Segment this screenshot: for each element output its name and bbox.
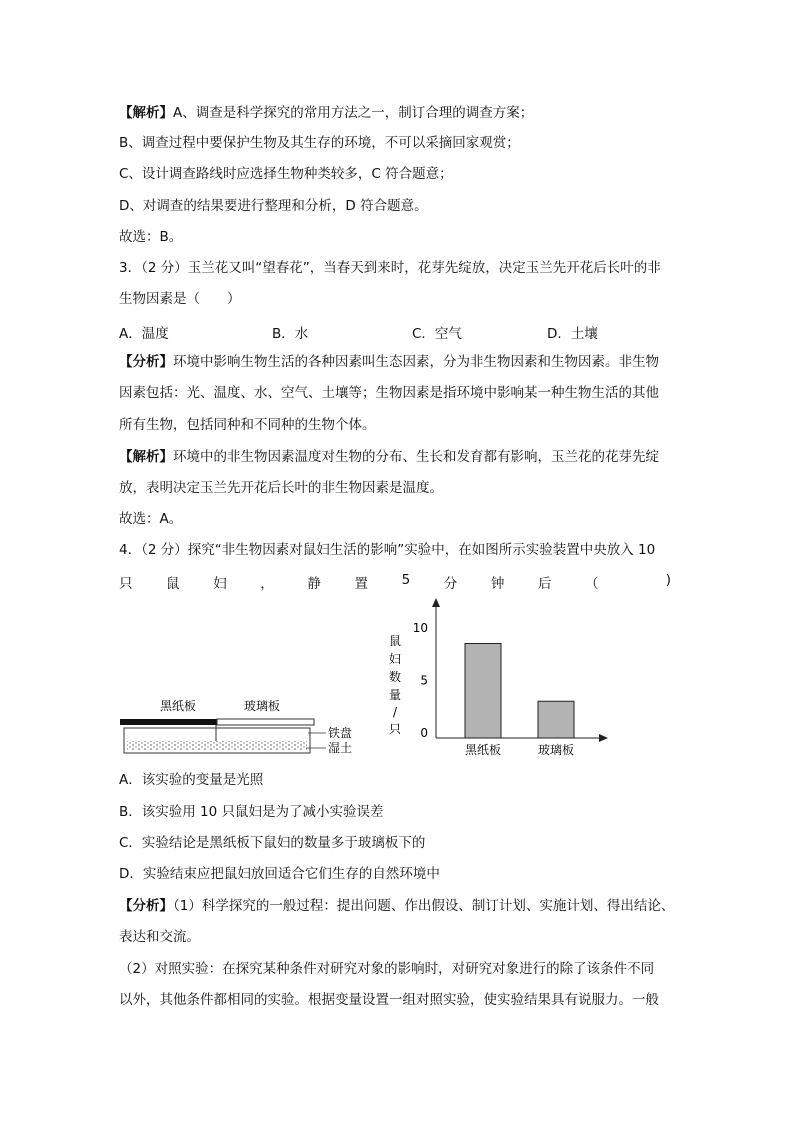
q4-char: 置: [354, 576, 368, 592]
q4-analysis-line-4: 以外，其他条件都相同的实验。根据变量设置一组对照实验，使实验结果具有说服力。一般: [119, 992, 659, 1008]
x-tick-labels: [465, 742, 574, 757]
label-black-board: 黑纸板: [160, 699, 197, 713]
q4-char: 分: [443, 576, 458, 592]
analysis-line-2: B、调查过程中要保护生物及其生存的环境，不可以采摘回家观赏；: [119, 135, 520, 151]
q4-option-d: D．实验结束应把鼠妇放回适合它们生存的自然环境中: [119, 866, 440, 882]
analysis-text: A、调查是科学探究的常用方法之一，制订合理的调查方案；: [173, 105, 534, 121]
black-board: [120, 719, 217, 725]
q3-analysis-line-3: 所有生物，包括同种和不同种的生物个体。: [119, 417, 376, 433]
analysis-line-3: C、设计调查路线时应选择生物种类较多，C 符合题意；: [119, 166, 453, 182]
q4-char: （: [585, 576, 599, 592]
explain-tag: 【解析】: [119, 449, 173, 465]
x-tick-label: 黑纸板: [464, 743, 502, 757]
q3-analysis-line-2: 因素包括：光、温度、水、空气、土壤等；生物因素是指环境中影响某一种生物生活的其他: [119, 385, 659, 401]
option-d: D．土壤: [547, 326, 598, 342]
q4-char: 妇: [213, 576, 227, 592]
x-tick-label: 玻璃板: [537, 743, 575, 757]
explain-text: 环境中的非生物因素温度对生物的分布、生长和发育都有影响，玉兰花的花芽先绽: [173, 449, 659, 465]
y-label-char: 妇: [388, 652, 402, 666]
y-tick-label: 5: [420, 673, 428, 688]
answer-line-q2: 故选：B。: [119, 229, 183, 245]
q4-char: 鼠: [166, 576, 180, 592]
q4-analysis-line-2: 表达和交流。: [119, 929, 200, 945]
label-tray: 铁盘: [328, 726, 353, 740]
q4-char: 只: [119, 576, 133, 592]
bar: [465, 644, 501, 739]
bar: [538, 701, 574, 738]
q4-analysis-line-3: （2）对照实验：在探究某种条件对研究对象的影响时，对研究对象进行的除了该条件不同: [119, 961, 655, 977]
apparatus-diagram: [120, 698, 352, 755]
q4-char: ): [665, 572, 671, 588]
option-b: B．水: [272, 326, 309, 342]
y-label-char: 数: [388, 670, 402, 684]
q4-char: 钟: [490, 576, 505, 592]
option-c: C．空气: [412, 326, 462, 342]
q4-option-c: C．实验结论是黑纸板下鼠妇的数量多于玻璃板下的: [119, 835, 426, 851]
y-axis-arrow: [432, 598, 440, 607]
q4-option-b: B．该实验用 10 只鼠妇是为了减小实验误差: [119, 804, 384, 820]
q4-char: ，: [260, 576, 274, 592]
question-3-line-2: 生物因素是（ ）: [119, 291, 241, 307]
y-tick-label: 0: [420, 726, 428, 740]
label-soil: 湿土: [328, 741, 353, 755]
answer-line-q3: 故选：A。: [119, 511, 183, 527]
q4-analysis-line-1: [119, 897, 674, 915]
y-tick-label: 10: [412, 621, 428, 635]
analysis-text: （1）科学探究的一般过程：提出问题、作出假设、制订计划、实施计划、得出结论、: [173, 898, 675, 914]
y-label-char: /: [392, 705, 398, 719]
option-a: A．温度: [119, 326, 169, 342]
analysis-tag: 【分析】: [119, 898, 173, 914]
soil-layer: [127, 741, 307, 750]
q4-option-a: A．该实验的变量是光照: [119, 772, 264, 788]
glass-board: [217, 719, 314, 725]
q4-char: 5: [401, 572, 411, 588]
y-label-char: 只: [388, 722, 402, 736]
y-ticks: [413, 621, 428, 740]
q3-explain-line-2: 放，表明决定玉兰先开花后长叶的非生物因素是温度。: [119, 480, 443, 496]
analysis-line-4: D、对调查的结果要进行整理和分析，D 符合题意。: [119, 198, 428, 214]
bars: [465, 644, 574, 739]
q4-char: 静: [307, 576, 321, 592]
y-label-char: 鼠: [388, 634, 402, 648]
analysis-tag: 【解析】: [119, 105, 173, 121]
question-4-line-1: 4．（2 分）探究“非生物因素对鼠妇生活的影响”实验中，在如图所示实验装置中央放入 10: [119, 542, 656, 558]
analysis-tag: 【分析】: [119, 354, 173, 370]
analysis-text: 环境中影响生物生活的各种因素叫生态因素，分为非生物因素和生物因素。非生物: [173, 354, 659, 370]
q4-char: 后: [537, 576, 552, 592]
x-axis-arrow: [599, 734, 608, 742]
bar-chart: [389, 598, 608, 757]
y-label-char: 量: [388, 688, 402, 702]
question-3-line-1: 3．（2 分）玉兰花又叫“望春花”，当春天到来时，花芽先绽放，决定玉兰先开花后长叶的非: [119, 260, 661, 276]
label-glass-board: 玻璃板: [244, 699, 281, 713]
